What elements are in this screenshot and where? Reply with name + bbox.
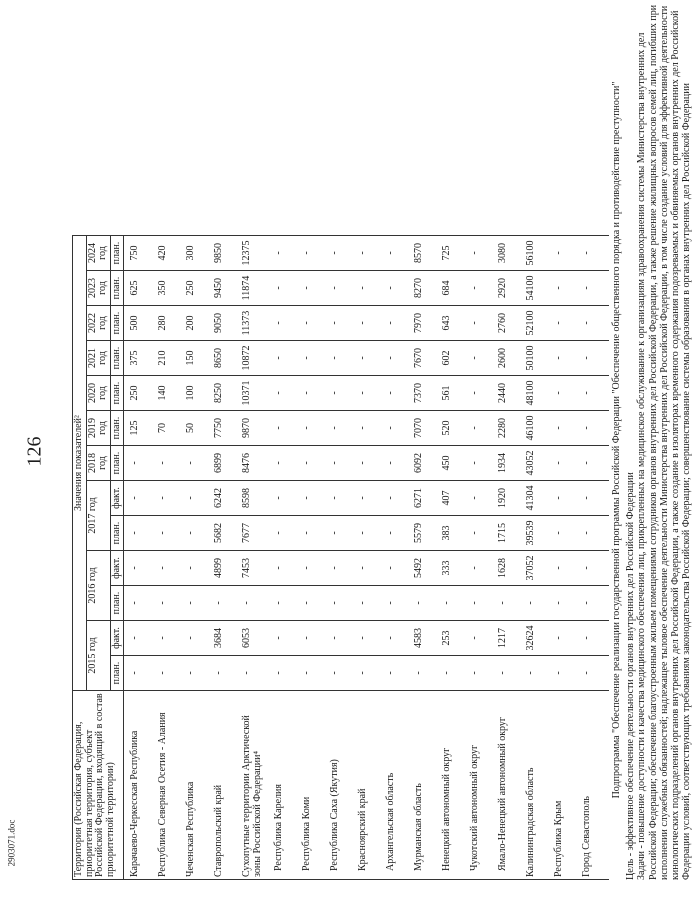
value-cell: - — [213, 586, 241, 621]
value-cell: 1628 — [497, 551, 525, 586]
value-cell: - — [357, 481, 385, 516]
value-cell: - — [469, 586, 497, 621]
value-cell: - — [581, 551, 609, 586]
value-cell: 7670 — [413, 341, 441, 376]
value-cell: - — [581, 236, 609, 271]
value-cell: 46100 — [525, 411, 553, 446]
region-cell: Ненецкий автономный округ — [441, 691, 469, 880]
year-header: 2017 год — [86, 481, 110, 551]
values-header: Значения показателей² — [73, 236, 87, 691]
value-cell: - — [273, 481, 301, 516]
value-cell: 725 — [441, 236, 469, 271]
value-cell: - — [469, 621, 497, 656]
value-cell: - — [273, 306, 301, 341]
value-cell: 39539 — [525, 516, 553, 551]
value-cell: - — [301, 376, 329, 411]
value-cell: - — [581, 306, 609, 341]
region-cell: Республика Саха (Якутия) — [329, 691, 357, 880]
value-cell: - — [301, 481, 329, 516]
value-cell: - — [157, 621, 185, 656]
value-cell: - — [469, 236, 497, 271]
table-row — [241, 236, 273, 880]
value-cell: 6899 — [213, 446, 241, 481]
value-cell: - — [329, 656, 357, 691]
year-header: 2020 год — [86, 376, 110, 411]
value-cell: - — [553, 621, 581, 656]
value-cell: - — [581, 621, 609, 656]
value-cell: 1217 — [497, 621, 525, 656]
value-cell: 200 — [185, 306, 213, 341]
value-cell: - — [329, 376, 357, 411]
value-cell: - — [124, 516, 158, 551]
region-cell: Республика Северная Осетия - Алания — [157, 691, 185, 880]
value-cell: 350 — [157, 271, 185, 306]
value-cell: 8250 — [213, 376, 241, 411]
goal-text: Цель - эффективное обеспечение деятельности органов внутренних дел Российской Федерации — [625, 472, 637, 880]
value-cell: - — [385, 516, 413, 551]
region-cell: Сухопутные территории Арктической зоны Российской Федерации⁴ — [241, 691, 273, 880]
value-cell: 5492 — [413, 551, 441, 586]
region-cell: Республика Карелия — [273, 691, 301, 880]
value-cell: - — [241, 586, 273, 621]
value-cell: - — [357, 306, 385, 341]
value-cell: - — [385, 236, 413, 271]
value-cell: - — [329, 586, 357, 621]
value-cell: - — [385, 411, 413, 446]
plan-column-header: план. — [110, 271, 124, 306]
value-cell: - — [469, 376, 497, 411]
value-cell: 32624 — [525, 621, 553, 656]
value-cell: 140 — [157, 376, 185, 411]
table-row — [124, 236, 158, 880]
value-cell: 7070 — [413, 411, 441, 446]
value-cell: 280 — [157, 306, 185, 341]
value-cell: - — [273, 446, 301, 481]
value-cell: 383 — [441, 516, 469, 551]
page-number: 126 — [23, 436, 46, 467]
value-cell: 8570 — [413, 236, 441, 271]
value-cell: 520 — [441, 411, 469, 446]
value-cell: 9870 — [241, 411, 273, 446]
value-cell: - — [469, 271, 497, 306]
value-cell: - — [301, 341, 329, 376]
value-cell: - — [553, 586, 581, 621]
value-cell: - — [157, 516, 185, 551]
table-row — [385, 236, 413, 880]
value-cell: 420 — [157, 236, 185, 271]
value-cell: - — [469, 341, 497, 376]
value-cell: 2440 — [497, 376, 525, 411]
value-cell: 125 — [124, 411, 158, 446]
region-cell: Республика Крым — [553, 691, 581, 880]
plan-column-header: план. — [110, 446, 124, 481]
value-cell: - — [553, 551, 581, 586]
value-cell: 8650 — [213, 341, 241, 376]
table-row — [441, 236, 469, 880]
value-cell: - — [185, 586, 213, 621]
value-cell: 12375 — [241, 236, 273, 271]
value-cell: - — [413, 586, 441, 621]
value-cell: 4899 — [213, 551, 241, 586]
value-cell: - — [329, 481, 357, 516]
value-cell: - — [273, 551, 301, 586]
table-row — [413, 236, 441, 880]
fact-column-header: факт. — [110, 621, 124, 656]
value-cell: - — [385, 586, 413, 621]
year-header: 2021 год — [86, 341, 110, 376]
value-cell: 8270 — [413, 271, 441, 306]
value-cell: 11373 — [241, 306, 273, 341]
value-cell: - — [581, 271, 609, 306]
region-cell: Чукотский автономный округ — [469, 691, 497, 880]
region-cell: Город Севастополь — [581, 691, 609, 880]
value-cell: 9050 — [213, 306, 241, 341]
value-cell: 3684 — [213, 621, 241, 656]
value-cell: - — [385, 621, 413, 656]
value-cell: 37052 — [525, 551, 553, 586]
value-cell: - — [329, 271, 357, 306]
value-cell: 500 — [124, 306, 158, 341]
value-cell: - — [301, 271, 329, 306]
region-cell: Мурманская область — [413, 691, 441, 880]
table-row — [553, 236, 581, 880]
value-cell: - — [301, 551, 329, 586]
region-cell: Архангельская область — [385, 691, 413, 880]
table-row — [581, 236, 609, 880]
table-row — [273, 236, 301, 880]
value-cell: - — [357, 271, 385, 306]
value-cell: - — [273, 341, 301, 376]
value-cell: - — [357, 551, 385, 586]
plan-column-header: план. — [110, 341, 124, 376]
table-row — [185, 236, 213, 880]
value-cell: 333 — [441, 551, 469, 586]
value-cell: - — [553, 411, 581, 446]
value-cell: 5682 — [213, 516, 241, 551]
value-cell: 8476 — [241, 446, 273, 481]
value-cell: 9850 — [213, 236, 241, 271]
value-cell: - — [581, 481, 609, 516]
value-cell: - — [497, 586, 525, 621]
table-row — [213, 236, 241, 880]
value-cell: 300 — [185, 236, 213, 271]
subprogram-title: Подпрограмма "Обеспечение реализации государственной программы Российской Федерации "Обеспечение общественного порядка и противодействие преступности" — [611, 81, 622, 799]
table-row — [357, 236, 385, 880]
value-cell: 54100 — [525, 271, 553, 306]
year-header: 2019 год — [86, 411, 110, 446]
value-cell: - — [469, 481, 497, 516]
plan-column-header: план. — [110, 306, 124, 341]
value-cell: 602 — [441, 341, 469, 376]
value-cell: - — [581, 446, 609, 481]
value-cell: 684 — [441, 271, 469, 306]
value-cell: - — [553, 271, 581, 306]
value-cell: 9450 — [213, 271, 241, 306]
value-cell: - — [329, 446, 357, 481]
value-cell: - — [301, 621, 329, 656]
value-cell: 7370 — [413, 376, 441, 411]
plan-column-header: план. — [110, 586, 124, 621]
value-cell: 70 — [157, 411, 185, 446]
value-cell: 2280 — [497, 411, 525, 446]
value-cell: - — [301, 236, 329, 271]
value-cell: - — [124, 621, 158, 656]
table-row — [329, 236, 357, 880]
value-cell: - — [581, 656, 609, 691]
value-cell: - — [385, 271, 413, 306]
value-cell: - — [301, 516, 329, 551]
value-cell: 1715 — [497, 516, 525, 551]
indicators-table — [72, 235, 609, 880]
value-cell: 643 — [441, 306, 469, 341]
value-cell: 43052 — [525, 446, 553, 481]
plan-column-header: план. — [110, 411, 124, 446]
value-cell: 2920 — [497, 271, 525, 306]
value-cell: - — [497, 656, 525, 691]
value-cell: - — [329, 551, 357, 586]
value-cell: - — [441, 586, 469, 621]
value-cell: 8598 — [241, 481, 273, 516]
value-cell: - — [185, 446, 213, 481]
value-cell: 41304 — [525, 481, 553, 516]
table-row — [301, 236, 329, 880]
value-cell: - — [124, 446, 158, 481]
document-id: 2903071.doc — [6, 819, 17, 867]
value-cell: 253 — [441, 621, 469, 656]
value-cell: - — [329, 236, 357, 271]
value-cell: 7453 — [241, 551, 273, 586]
year-header: 2016 год — [86, 551, 110, 621]
value-cell: - — [124, 481, 158, 516]
value-cell: - — [385, 341, 413, 376]
value-cell: - — [469, 446, 497, 481]
region-cell: Калининградская область — [525, 691, 553, 880]
table-row — [497, 236, 525, 880]
value-cell: 10371 — [241, 376, 273, 411]
value-cell: - — [357, 656, 385, 691]
value-cell: - — [157, 481, 185, 516]
value-cell: 1934 — [497, 446, 525, 481]
region-cell: Чеченская Республика — [185, 691, 213, 880]
year-header: 2018 год — [86, 446, 110, 481]
year-header: 2015 год — [86, 621, 110, 691]
region-cell: Красноярский край — [357, 691, 385, 880]
value-cell: - — [124, 586, 158, 621]
value-cell: - — [273, 236, 301, 271]
value-cell: - — [329, 411, 357, 446]
value-cell: - — [273, 621, 301, 656]
value-cell: 625 — [124, 271, 158, 306]
value-cell: - — [329, 516, 357, 551]
value-cell: - — [185, 516, 213, 551]
plan-column-header: план. — [110, 656, 124, 691]
value-cell: - — [157, 586, 185, 621]
value-cell: - — [241, 656, 273, 691]
value-cell: - — [553, 656, 581, 691]
plan-column-header: план. — [110, 236, 124, 271]
value-cell: 100 — [185, 376, 213, 411]
value-cell: - — [124, 656, 158, 691]
value-cell: 6053 — [241, 621, 273, 656]
value-cell: - — [357, 446, 385, 481]
value-cell: - — [385, 306, 413, 341]
value-cell: 250 — [185, 271, 213, 306]
value-cell: 210 — [157, 341, 185, 376]
value-cell: 11874 — [241, 271, 273, 306]
value-cell: 375 — [124, 341, 158, 376]
value-cell: - — [553, 376, 581, 411]
value-cell: - — [273, 656, 301, 691]
value-cell: - — [581, 586, 609, 621]
value-cell: - — [301, 411, 329, 446]
value-cell: - — [357, 411, 385, 446]
value-cell: - — [301, 586, 329, 621]
value-cell: 6092 — [413, 446, 441, 481]
year-header: 2023 год — [86, 271, 110, 306]
value-cell: - — [385, 656, 413, 691]
value-cell: 1920 — [497, 481, 525, 516]
value-cell: - — [329, 306, 357, 341]
value-cell: - — [357, 236, 385, 271]
tasks-text: Задачи - повышение доступности и качества медицинского обеспечения лиц, прикрепленных на медицинское обслуживание к организациям здравоохранения системы Министерства внутренних дел Российской Федерации; обеспечение благоустроенным жильем помещениями сотрудников органов внутренних дел Российской Федерации, а также решение жилищных вопросов семей лиц, погибших при исполнении служебных обязанностей; надлежащее тыловое обеспечение деятельности Министерства внутренних дел Российской Федерации, в том числе создание условий для эффективной деятельности кинологических подразделений органов внутренних дел Российской Федерации, а также создание в изоляторах временного содержания подозреваемых и обвиняемых органов внутренних дел Российской Федерации условий, соответствующих требованиям законодательства Российской Федерации; совершенствование системы образования в органах внутренних дел Российской Федерации — [636, 4, 692, 880]
value-cell: - — [185, 551, 213, 586]
value-cell: 6271 — [413, 481, 441, 516]
value-cell: - — [469, 551, 497, 586]
rotated-page-content — [72, 0, 692, 880]
fact-column-header: факт. — [110, 481, 124, 516]
plan-column-header: план. — [110, 516, 124, 551]
value-cell: - — [469, 516, 497, 551]
plan-column-header: план. — [110, 376, 124, 411]
value-cell: 6242 — [213, 481, 241, 516]
value-cell: - — [357, 586, 385, 621]
value-cell: 450 — [441, 446, 469, 481]
value-cell: - — [301, 306, 329, 341]
value-cell: 50100 — [525, 341, 553, 376]
value-cell: - — [273, 411, 301, 446]
value-cell: 5579 — [413, 516, 441, 551]
value-cell: 407 — [441, 481, 469, 516]
value-cell: 4583 — [413, 621, 441, 656]
value-cell: 750 — [124, 236, 158, 271]
year-header: 2024 год — [86, 236, 110, 271]
value-cell: - — [553, 446, 581, 481]
value-cell: - — [385, 481, 413, 516]
value-cell: - — [553, 306, 581, 341]
value-cell: - — [553, 516, 581, 551]
fact-column-header: факт. — [110, 551, 124, 586]
region-cell: Карачаево-Черкесская Республика — [124, 691, 158, 880]
value-cell: 56100 — [525, 236, 553, 271]
value-cell: 50 — [185, 411, 213, 446]
notes-section — [611, 0, 692, 880]
value-cell: - — [329, 341, 357, 376]
value-cell: - — [553, 341, 581, 376]
value-cell: 2760 — [497, 306, 525, 341]
value-cell: - — [357, 621, 385, 656]
value-cell: 561 — [441, 376, 469, 411]
value-cell: - — [157, 656, 185, 691]
region-cell: Республика Коми — [301, 691, 329, 880]
year-header: 2022 год — [86, 306, 110, 341]
value-cell: 7677 — [241, 516, 273, 551]
value-cell: - — [469, 411, 497, 446]
value-cell: - — [273, 586, 301, 621]
value-cell: - — [185, 481, 213, 516]
value-cell: - — [581, 341, 609, 376]
value-cell: - — [273, 271, 301, 306]
region-cell: Ставропольский край — [213, 691, 241, 880]
value-cell: 2600 — [497, 341, 525, 376]
table-body — [124, 236, 610, 880]
value-cell: 250 — [124, 376, 158, 411]
value-cell: 3080 — [497, 236, 525, 271]
value-cell: - — [525, 656, 553, 691]
value-cell: - — [385, 376, 413, 411]
value-cell: 150 — [185, 341, 213, 376]
value-cell: 7750 — [213, 411, 241, 446]
value-cell: 7970 — [413, 306, 441, 341]
region-cell: Ямало-Ненецкий автономный округ — [497, 691, 525, 880]
value-cell: - — [385, 446, 413, 481]
table-row — [157, 236, 185, 880]
value-cell: - — [357, 341, 385, 376]
value-cell: - — [469, 656, 497, 691]
value-cell: - — [157, 551, 185, 586]
value-cell: - — [301, 656, 329, 691]
value-cell: 52100 — [525, 306, 553, 341]
value-cell: - — [185, 656, 213, 691]
value-cell: - — [413, 656, 441, 691]
value-cell: - — [385, 551, 413, 586]
table-row — [469, 236, 497, 880]
value-cell: - — [553, 236, 581, 271]
region-column-header: Территория (Российская Федерация, приоритетная территория, субъект Российской Федерации, входящий в состав приоритетной территории) — [73, 691, 124, 880]
value-cell: - — [357, 516, 385, 551]
value-cell: - — [553, 481, 581, 516]
value-cell: - — [329, 621, 357, 656]
value-cell: - — [469, 306, 497, 341]
value-cell: - — [581, 411, 609, 446]
value-cell: - — [124, 551, 158, 586]
value-cell: - — [273, 376, 301, 411]
value-cell: - — [157, 446, 185, 481]
value-cell: - — [273, 516, 301, 551]
value-cell: - — [301, 446, 329, 481]
value-cell: 10872 — [241, 341, 273, 376]
table-row — [525, 236, 553, 880]
value-cell: - — [581, 376, 609, 411]
value-cell: - — [357, 376, 385, 411]
value-cell: - — [185, 621, 213, 656]
value-cell: - — [441, 656, 469, 691]
value-cell: - — [525, 586, 553, 621]
value-cell: - — [581, 516, 609, 551]
value-cell: - — [213, 656, 241, 691]
value-cell: 48100 — [525, 376, 553, 411]
